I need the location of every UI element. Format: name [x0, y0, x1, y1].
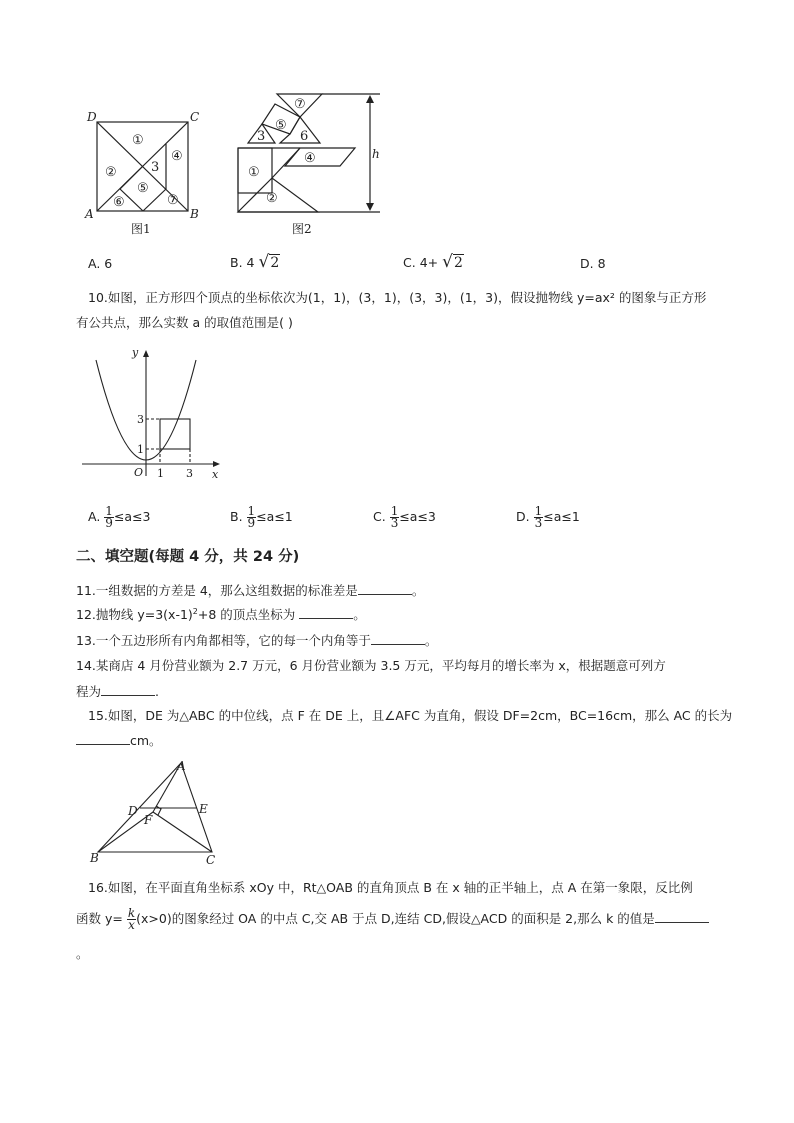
sqrt-icon: √2 — [442, 252, 463, 272]
q12-exponent: 2 — [192, 606, 198, 616]
q10-option-d-den: 3 — [534, 516, 543, 530]
q10-option-b-num: 1 — [247, 504, 256, 518]
q9-option-b-radicand: 2 — [270, 255, 280, 271]
fig2-piece-6-label: 6 — [300, 129, 309, 144]
q16-line-2-b: (x>0)的图象经过 OA 的中点 C,交 AB 于点 D,连结 CD,假设△ACD 的面积是 2,那么 k 的值是 — [136, 911, 655, 926]
tick-x1: 1 — [157, 467, 164, 480]
q12-answer-blank — [299, 604, 353, 619]
q10-option-a-letter: A. — [88, 509, 101, 524]
q10-option-b-rest: ≤a≤1 — [256, 509, 293, 524]
fig2-piece-2 — [238, 178, 318, 212]
q15-triangle-figure — [88, 755, 223, 867]
fig1-piece-6-label: ⑥ — [113, 195, 125, 210]
q11-answer-blank — [358, 580, 412, 595]
fig1-vertex-c: C — [190, 110, 200, 124]
vertex-f: F — [144, 813, 153, 827]
q9-option-c-letter: C. — [403, 255, 416, 270]
q9-option-a — [88, 256, 112, 271]
fig1-piece-2-label: ② — [105, 165, 117, 180]
fig2-piece-3-label: 3 — [257, 129, 266, 144]
x-axis-label: x — [212, 468, 219, 480]
fig1-piece-3-label: 3 — [151, 160, 160, 175]
fig2-piece-2-label: ② — [266, 191, 278, 206]
q15-unit: cm。 — [130, 733, 162, 748]
q15-line-1: 15.如图，DE 为△ABC 的中位线，点 F 在 DE 上，且∠AFC 为直角，假设 DF=2cm，BC=16cm，那么 AC 的长为 — [88, 708, 733, 723]
fig2-height-label: h — [372, 147, 380, 161]
q11-text: 11.一组数据的方差是 4，那么这组数据的标准差是 — [76, 583, 358, 598]
right-angle-mark — [156, 806, 161, 815]
fig1-piece-7-label: ⑦ — [167, 193, 179, 208]
q16-line-2 — [76, 908, 709, 931]
q10-option-c-letter: C. — [373, 509, 386, 524]
q13 — [76, 630, 437, 649]
vertex-a: A — [177, 759, 186, 773]
square — [160, 419, 190, 449]
fig1-piece-5-label: ⑤ — [137, 181, 149, 196]
x-arrow-icon — [213, 461, 220, 467]
arrow-up-icon — [366, 95, 374, 103]
q11-end: 。 — [411, 583, 425, 598]
q16-end: 。 — [76, 946, 89, 961]
vertex-c: C — [206, 853, 216, 867]
q13-end: 。 — [424, 633, 438, 648]
segment-fc — [153, 812, 212, 852]
q9-option-c-radicand: 2 — [453, 255, 463, 271]
q15-answer-blank — [76, 730, 130, 745]
sqrt-icon: √2 — [258, 252, 280, 272]
q16-fraction-den: x — [128, 918, 135, 932]
q13-answer-blank — [371, 630, 425, 645]
fig2-piece-4-label: ④ — [304, 151, 316, 166]
fig2-join-c — [272, 148, 300, 178]
fig2-piece-7-label: ⑦ — [294, 97, 306, 112]
q10-line-2: 有公共点，那么实数 a 的取值范围是( ) — [76, 315, 293, 330]
q14-line-2 — [76, 681, 159, 700]
fig1-caption: 图1 — [131, 222, 151, 236]
section-2-title: 二、填空题(每题 4 分，共 24 分) — [76, 549, 300, 565]
q10-option-c-rest: ≤a≤3 — [399, 509, 436, 524]
arrow-down-icon — [366, 203, 374, 211]
q9-option-d — [580, 256, 606, 271]
q10-option-a-num: 1 — [105, 504, 113, 518]
q10-option-d-letter: D. — [516, 509, 530, 524]
fig1-vertex-a: A — [85, 207, 94, 221]
fig1-piece-1-label: ① — [132, 133, 144, 148]
q9-option-d-letter: D. — [580, 256, 594, 271]
q10-parabola-graph — [80, 340, 230, 480]
q9-option-b-letter: B. — [230, 255, 243, 270]
y-axis-label: y — [132, 346, 139, 359]
q9-option-a-letter: A. — [88, 256, 101, 271]
q9-option-c-value: 4+ — [419, 255, 439, 270]
q9-option-c — [403, 252, 464, 272]
q10-option-c-num: 1 — [390, 504, 399, 518]
vertex-b: B — [90, 851, 99, 865]
q16-fraction-num: k — [127, 906, 136, 920]
q10-option-a-fraction — [104, 506, 114, 529]
q16-fraction — [127, 908, 136, 931]
q12-text-a: 12.抛物线 y=3(x-1) — [76, 607, 193, 622]
q13-text: 13.一个五边形所有内角都相等，它的每一个内角等于 — [76, 633, 371, 648]
fig1-vertex-b: B — [190, 207, 199, 221]
q10-option-a — [88, 506, 151, 529]
tangram-figure — [80, 88, 390, 238]
tick-y1: 1 — [137, 443, 144, 456]
q10-option-d-rest: ≤a≤1 — [543, 509, 580, 524]
q10-option-d-num: 1 — [534, 504, 543, 518]
fig2-caption: 图2 — [292, 222, 312, 236]
q16-line-1: 16.如图，在平面直角坐标系 xOy 中，Rt△OAB 的直角顶点 B 在 x 轴的正半轴上，点 A 在第一象限，反比例 — [88, 880, 693, 895]
q9-option-a-value: 6 — [104, 256, 113, 271]
q14-end: . — [155, 684, 159, 699]
vertex-d: D — [128, 804, 138, 818]
q14-line-2-text: 程为 — [76, 684, 102, 699]
q9-option-b — [230, 252, 280, 272]
q10-option-b-fraction — [247, 506, 257, 529]
fig1-vertex-d: D — [87, 110, 97, 124]
q10-option-d — [516, 506, 580, 529]
q10-option-d-fraction — [534, 506, 544, 529]
tick-y3: 3 — [137, 413, 144, 426]
q14-line-1: 14.某商店 4 月份营业额为 2.7 万元，6 月份营业额为 3.5 万元，平均每月的增长率为 x，根据题意可列方 — [76, 658, 666, 673]
q12-text-b: +8 的顶点坐标为 — [197, 607, 300, 622]
fig2-piece-4 — [285, 148, 355, 166]
tick-x3: 3 — [186, 467, 193, 480]
q10-option-a-den: 9 — [105, 516, 113, 530]
y-arrow-icon — [143, 350, 149, 357]
q11 — [76, 580, 424, 599]
vertex-e: E — [199, 802, 208, 816]
q10-option-c-fraction — [390, 506, 400, 529]
q10-option-c-den: 3 — [390, 516, 399, 530]
q16-line-2-a: 函数 y= — [76, 911, 123, 926]
q14-answer-blank — [101, 681, 155, 696]
q10-option-b-den: 9 — [247, 516, 256, 530]
fig2-piece-1-label: ① — [248, 165, 260, 180]
q12 — [76, 604, 366, 623]
q10-option-c — [373, 506, 436, 529]
q15-line-2 — [76, 730, 162, 749]
q9-option-d-value: 8 — [597, 256, 606, 271]
q9-option-b-value: 4 — [246, 255, 255, 270]
q10-line-1: 10.如图，正方形四个顶点的坐标依次为(1，1)，(3，1)，(3，3)，(1，3)，假设抛物线 y=ax² 的图象与正方形 — [88, 290, 707, 305]
fig1-piece-4-label: ④ — [171, 149, 183, 164]
origin-label: O — [134, 466, 144, 479]
q10-option-b-letter: B. — [230, 509, 243, 524]
fig2-piece-5-label: ⑤ — [275, 118, 287, 133]
q16-answer-blank — [655, 908, 709, 923]
q10-option-a-rest: ≤a≤3 — [113, 509, 151, 524]
q10-option-b — [230, 506, 293, 529]
q12-end: 。 — [353, 607, 366, 622]
